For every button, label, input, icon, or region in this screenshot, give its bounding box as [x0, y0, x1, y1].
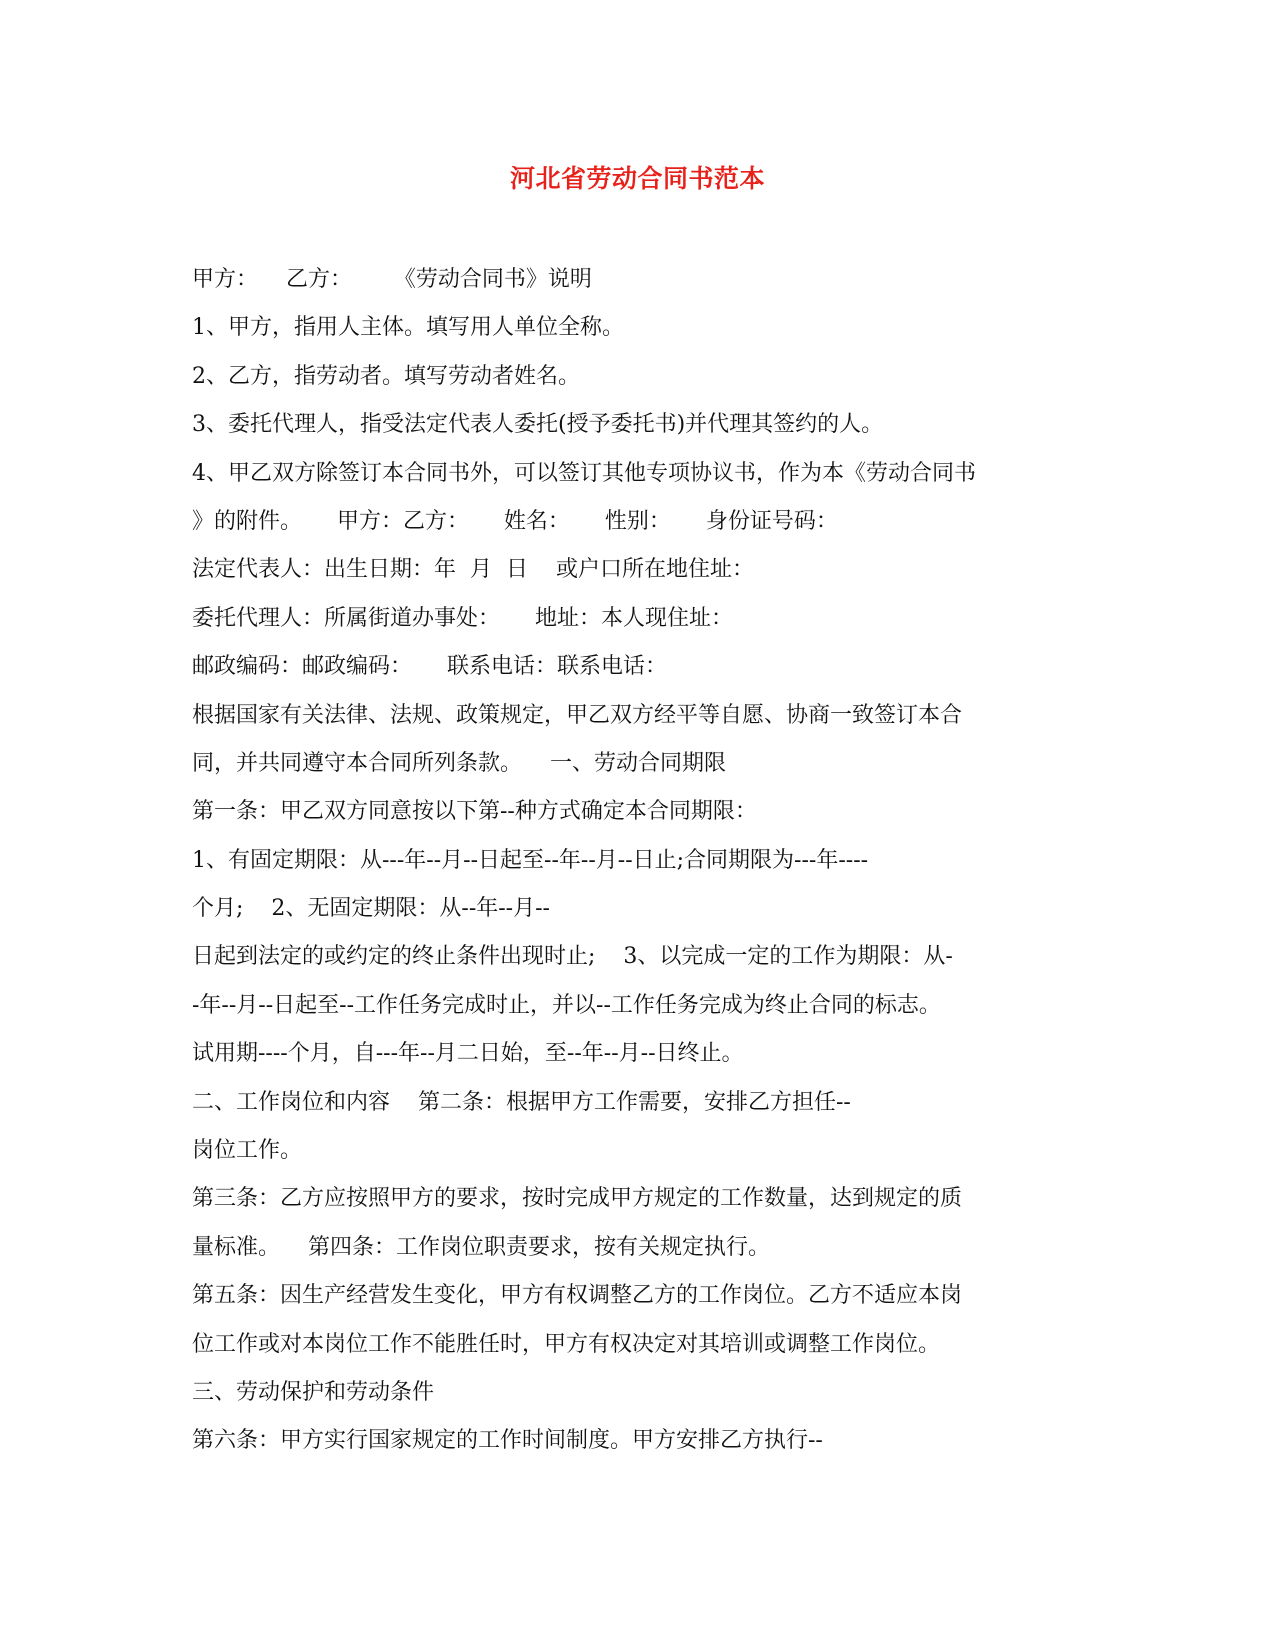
text-line: 三、劳动保护和劳动条件	[192, 1379, 435, 1405]
text-line: 1、甲方，指用人主体。填写用人单位全称。	[192, 315, 624, 341]
text-line: 法定代表人：出生日期：年 月 日 或户口所在地住址：	[192, 557, 754, 583]
text-line: 第三条：乙方应按照甲方的要求，按时完成甲方规定的工作数量，达到规定的质	[192, 1186, 963, 1212]
text-line: 》的附件。 甲方：乙方： 姓名： 性别： 身份证号码：	[192, 508, 838, 534]
text-line: 委托代理人：所属街道办事处： 地址：本人现住址：	[192, 605, 733, 631]
text-line: 试用期----个月，自---年--月二日始，至--年--月--日终止。	[192, 1041, 744, 1067]
text-line: 位工作或对本岗位工作不能胜任时，甲方有权决定对其培训或调整工作岗位。	[192, 1331, 941, 1357]
text-line: -年--月--日起至--工作任务完成时止，并以--工作任务完成为终止合同的标志。	[192, 992, 941, 1018]
text-line: 量标准。 第四条：工作岗位职责要求，按有关规定执行。	[192, 1234, 770, 1260]
text-line: 甲方： 乙方： 《劳动合同书》说明	[192, 267, 592, 292]
text-line: 个月; 2、无固定期限：从--年--月--	[192, 896, 550, 922]
text-line: 邮政编码：邮政编码： 联系电话：联系电话：	[192, 654, 667, 680]
text-line: 4、甲乙双方除签订本合同书外，可以签订其他专项协议书，作为本《劳动合同书	[192, 460, 976, 486]
document-title: 河北省劳动合同书范本	[509, 164, 765, 193]
text-line: 二、工作岗位和内容 第二条：根据甲方工作需要，安排乙方担任--	[192, 1089, 851, 1115]
text-line: 岗位工作。	[192, 1138, 303, 1164]
text-line: 3、委托代理人，指受法定代表人委托(授予委托书)并代理其签约的人。	[192, 412, 884, 438]
text-line: 同，并共同遵守本合同所列条款。 一、劳动合同期限	[192, 750, 726, 776]
text-line: 2、乙方，指劳动者。填写劳动者姓名。	[192, 363, 580, 389]
text-line: 第一条：甲乙双方同意按以下第--种方式确定本合同期限：	[192, 799, 757, 825]
text-line: 1、有固定期限：从---年--月--日起至--年--月--日止;合同期限为---年----	[192, 847, 869, 873]
text-line: 日起到法定的或约定的终止条件出现时止; 3、以完成一定的工作为期限：从-	[192, 944, 953, 970]
text-line: 第五条：因生产经营发生变化，甲方有权调整乙方的工作岗位。乙方不适应本岗	[192, 1283, 963, 1309]
text-line: 根据国家有关法律、法规、政策规定，甲乙双方经平等自愿、协商一致签订本合	[192, 702, 963, 728]
document-body	[192, 256, 1092, 1466]
text-line: 第六条：甲方实行国家规定的工作时间制度。甲方安排乙方执行--	[192, 1428, 823, 1454]
